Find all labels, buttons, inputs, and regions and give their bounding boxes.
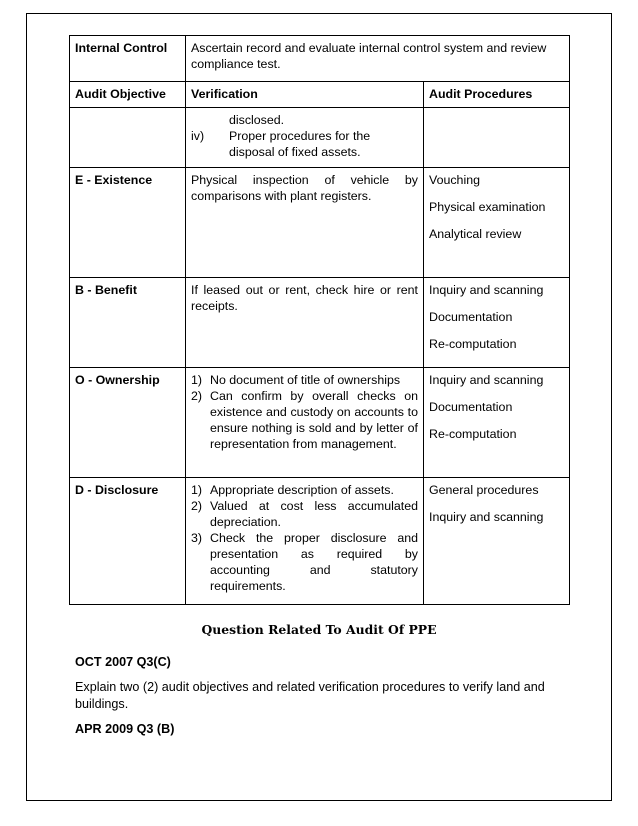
continuation-cell: disclosed. iv) Proper procedures for the disposal of fixed assets. bbox=[186, 108, 424, 168]
continuation-item: iv) Proper procedures for the bbox=[191, 129, 371, 143]
table-row-existence bbox=[70, 168, 570, 278]
list-item: 1) No document of title of ownerships bbox=[191, 373, 401, 387]
verification-cell: If leased out or rent, check hire or rent receipts. bbox=[186, 278, 424, 368]
table-row-benefit bbox=[70, 278, 570, 368]
col-header-objective: Audit Objective bbox=[70, 82, 186, 108]
question-text: Explain two (2) audit objectives and related verification procedures to verify land and buildings. bbox=[75, 680, 545, 711]
procedures-cell: General procedures Inquiry and scanning bbox=[424, 478, 570, 605]
list-item: 2) Valued at cost less accumulated depreciation. bbox=[191, 499, 418, 529]
objective-cell: E - Existence bbox=[70, 168, 186, 278]
procedures-cell: Inquiry and scanning Documentation Re-computation bbox=[424, 278, 570, 368]
continuation-row bbox=[70, 108, 570, 168]
table-row-ownership bbox=[70, 368, 570, 478]
objective-cell: B - Benefit bbox=[70, 278, 186, 368]
objective-cell: O - Ownership bbox=[70, 368, 186, 478]
internal-control-label: Internal Control bbox=[70, 36, 186, 82]
verification-cell bbox=[186, 368, 424, 478]
audit-table bbox=[69, 35, 570, 605]
col-header-verification: Verification bbox=[186, 82, 424, 108]
header-row bbox=[70, 82, 570, 108]
continuation-line: disclosed. bbox=[229, 113, 285, 127]
procedures-cell: Inquiry and scanning Documentation Re-computation bbox=[424, 368, 570, 478]
verification-cell: Physical inspection of vehicle by comparisons with plant registers. bbox=[186, 168, 424, 278]
list-item: 2) Can confirm by overall checks on existence and custody on accounts to ensure nothing is sold and by letter of representation from management. bbox=[191, 389, 418, 451]
list-item: 3) Check the proper disclosure and presentation as required by accounting and statutory requirements. bbox=[191, 531, 418, 593]
table-row-disclosure bbox=[70, 478, 570, 605]
internal-control-row bbox=[70, 36, 570, 82]
question-title: OCT 2007 Q3(C) bbox=[75, 655, 171, 669]
section-heading: Question Related To Audit Of PPE bbox=[201, 622, 437, 637]
verification-cell bbox=[186, 478, 424, 605]
col-header-procedures: Audit Procedures bbox=[424, 82, 570, 108]
procedures-cell: Vouching Physical examination Analytical review bbox=[424, 168, 570, 278]
objective-cell: D - Disclosure bbox=[70, 478, 186, 605]
list-item: 1) Appropriate description of assets. bbox=[191, 483, 394, 497]
question-title: APR 2009 Q3 (B) bbox=[75, 722, 175, 736]
internal-control-text: Ascertain record and evaluate internal control system and review compliance test. bbox=[186, 36, 570, 82]
